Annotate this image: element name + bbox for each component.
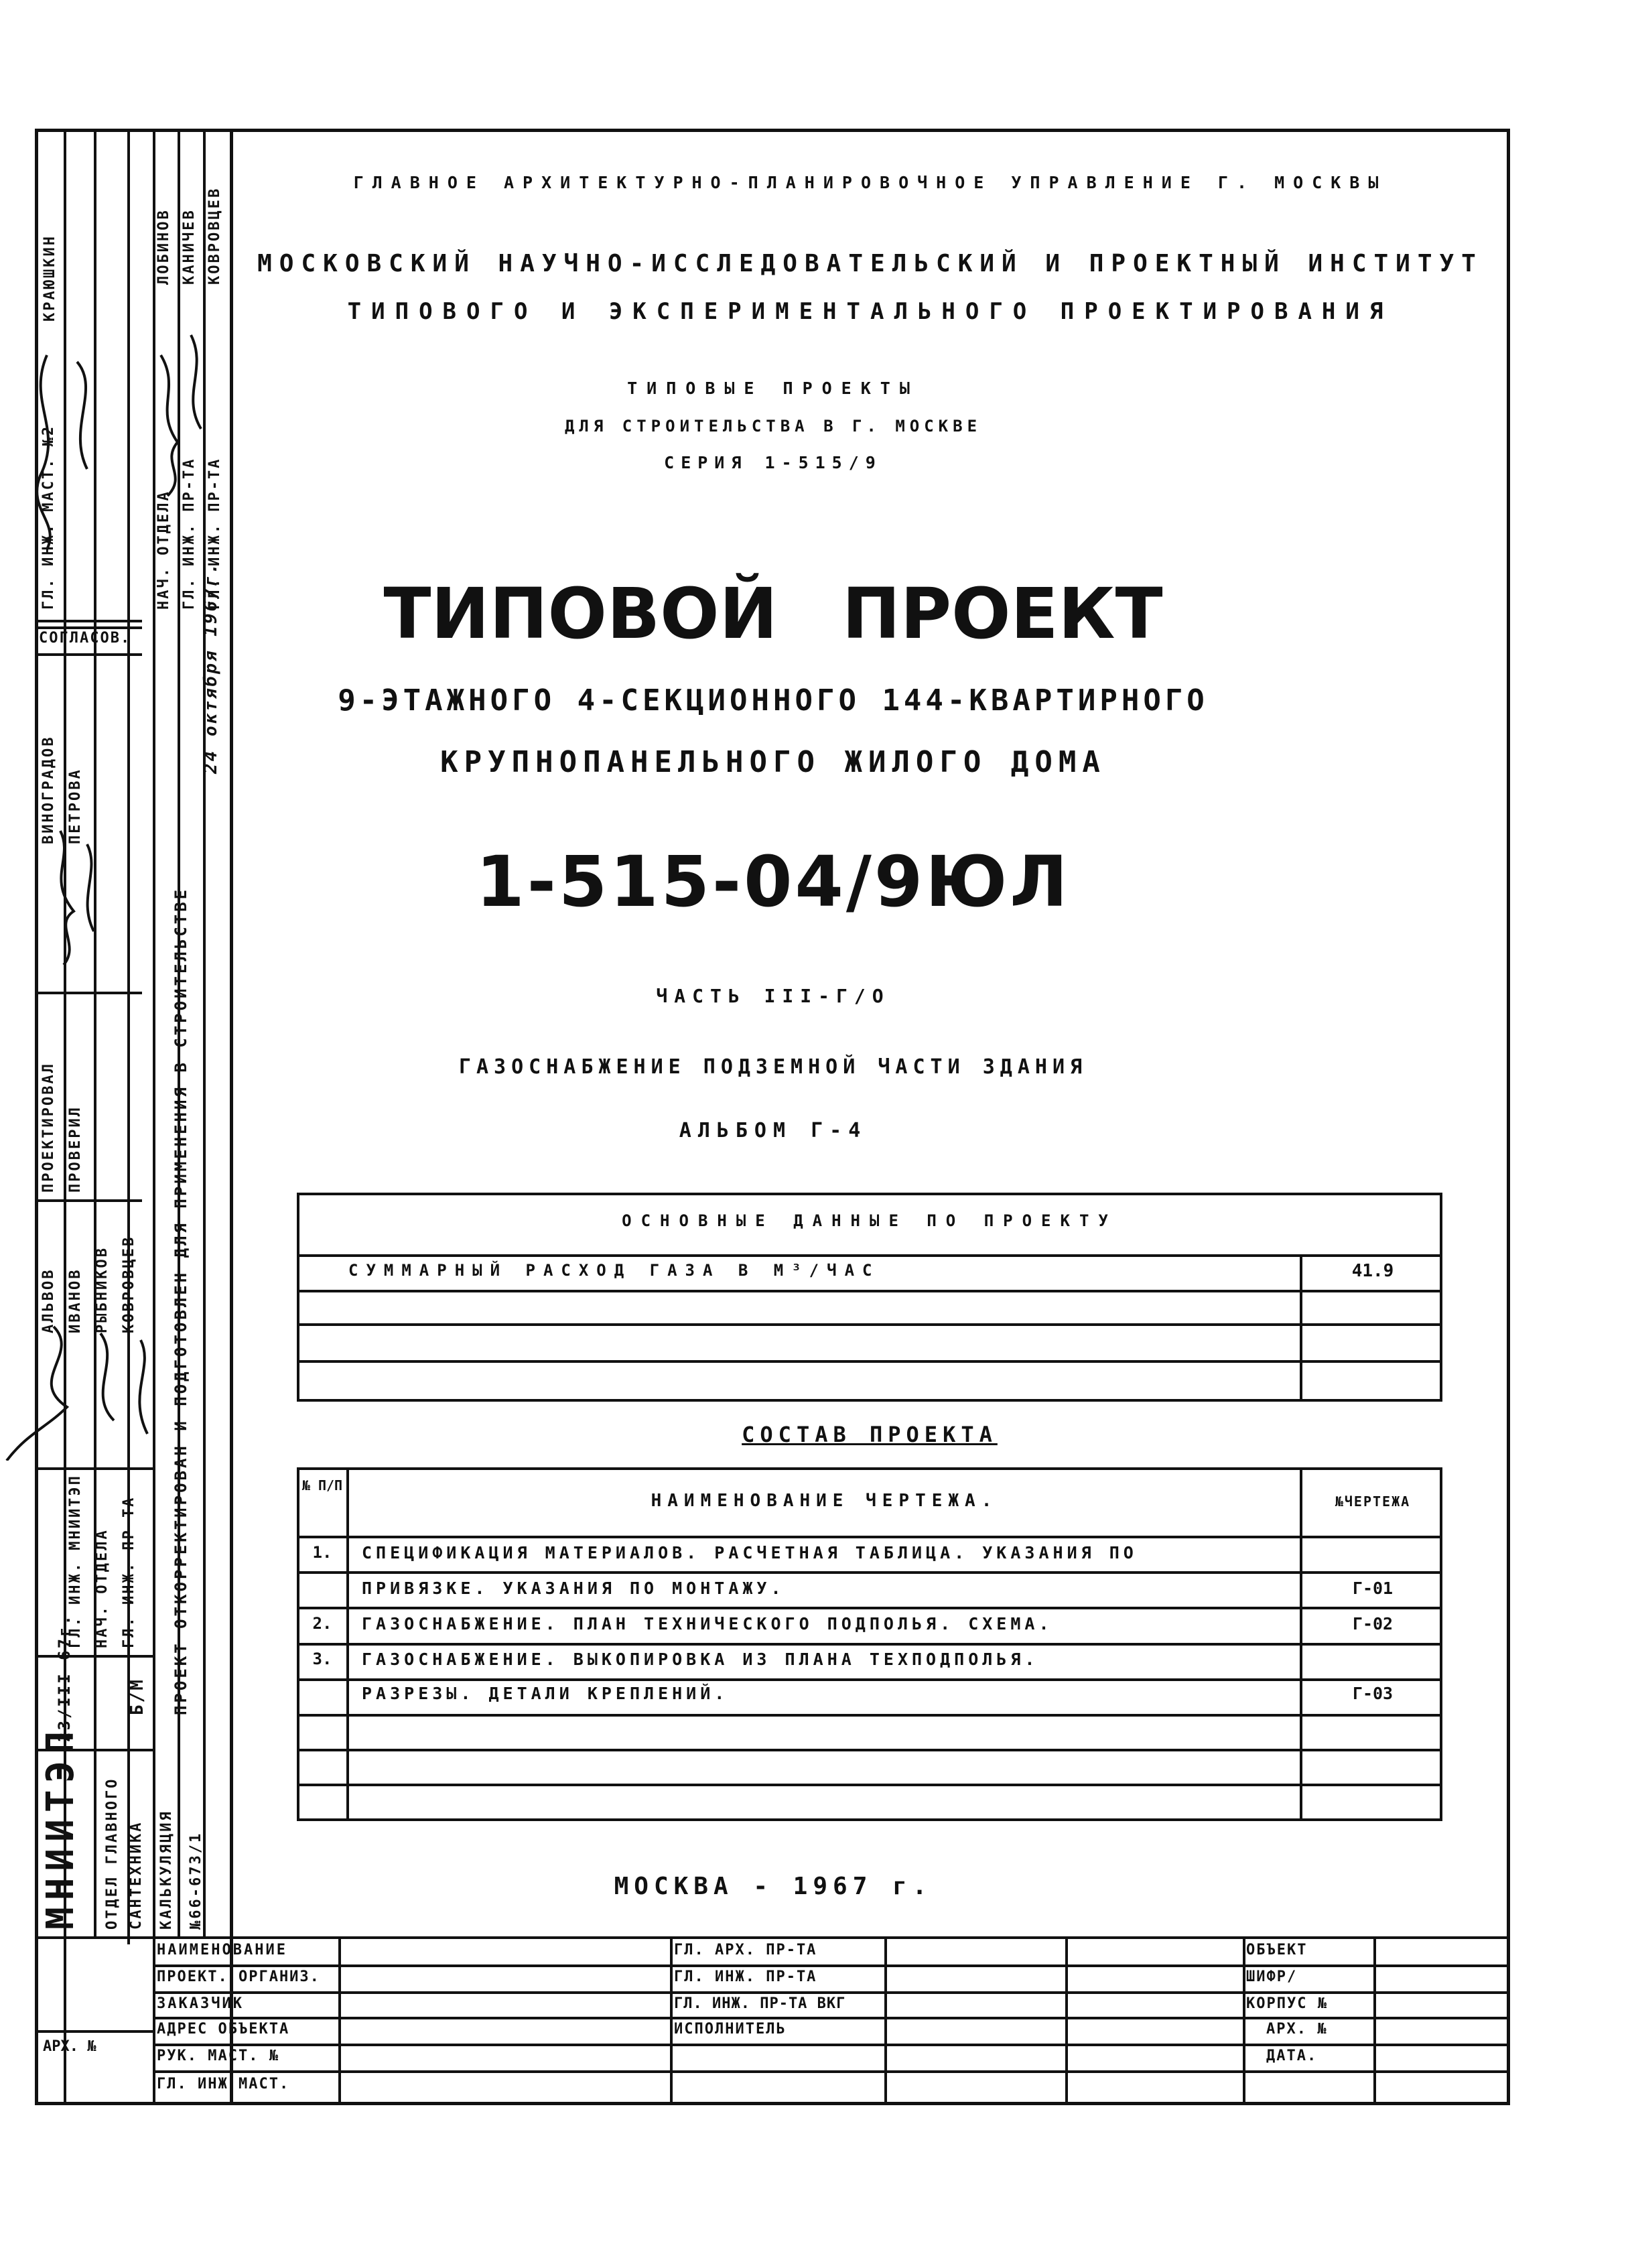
name-vinogradov: ВИНОГРАДОВ	[40, 735, 57, 844]
stamp-gl-inzh-vkg: ГЛ. ИНЖ. ПР-ТА ВКГ	[674, 1995, 846, 2012]
name-kovrovtsev-2: КОВРОВЦЕВ	[121, 1235, 137, 1333]
part-title: ГАЗОСНАБЖЕНИЕ ПОДЗЕМНОЙ ЧАСТИ ЗДАНИЯ	[458, 1055, 1088, 1079]
title-sub-2: КРУПНОПАНЕЛЬНОГО ЖИЛОГО ДОМА	[440, 745, 1106, 779]
role-nach-otdela-2: НАЧ. ОТДЕЛА	[94, 1528, 111, 1648]
gas-consumption-label: СУММАРНЫЙ РАСХОД ГАЗА В М³/ЧАС	[348, 1261, 880, 1280]
col-sheet-header: №ЧЕРТЕЖА	[1335, 1493, 1411, 1510]
org-line: ГЛАВНОЕ АРХИТЕКТУРНО-ПЛАНИРОВОЧНОЕ УПРАВЛЕНИЕ Г. МОСКВЫ	[353, 173, 1387, 192]
agreed-label: СОГЛАСОВ.	[39, 630, 131, 647]
city-year: МОСКВА - 1967 г.	[614, 1873, 933, 1900]
name-krayushkin: КРАЮШКИН	[42, 235, 58, 322]
stamp-gl-arh: ГЛ. АРХ. ПР-ТА	[674, 1942, 817, 1958]
stamp-name: НАИМЕНОВАНИЕ	[157, 1942, 287, 1958]
series-line-2: ДЛЯ СТРОИТЕЛЬСТВА В Г. МОСКВЕ	[564, 417, 982, 436]
role-gl-inzh-pr: ГЛ. ИНЖ. ПР-ТА	[181, 457, 198, 610]
name-kanichev: КАНИЧЕВ	[181, 208, 198, 285]
stamp-korpus: КОРПУС №	[1246, 1995, 1328, 2012]
col-name-header: НАИМЕНОВАНИЕ ЧЕРТЕЖА.	[651, 1491, 998, 1511]
part-label: ЧАСТЬ III-Г/О	[656, 985, 890, 1007]
role-proektiroval: ПРОЕКТИРОВАЛ	[40, 1062, 57, 1193]
stamp-ruk-mast: РУК. МАСТ. №	[157, 2048, 279, 2064]
stamp-object: ОБЪЕКТ	[1246, 1942, 1308, 1958]
stamp-arch: АРХ. №	[1266, 2021, 1328, 2038]
stamp-address: АДРЕС ОБЪЕКТА	[157, 2021, 290, 2038]
bm-label: Б/М	[127, 1678, 147, 1715]
org-big: МНИИТЭП	[39, 1724, 82, 1930]
name-ivanov: ИВАНОВ	[67, 1268, 84, 1333]
name-petrova: ПЕТРОВА	[67, 768, 84, 844]
row-3-sheet: Г-02	[1352, 1614, 1394, 1633]
name-alvov: АЛЬВОВ	[40, 1268, 57, 1333]
gas-consumption-value: 41.9	[1351, 1261, 1394, 1281]
basic-data-header: ОСНОВНЫЕ ДАННЫЕ ПО ПРОЕКТУ	[622, 1211, 1117, 1230]
date-top: 23/III-67г.	[55, 1613, 74, 1742]
main-title: ТИПОВОЙ ПРОЕКТ	[383, 573, 1163, 655]
project-code: 1-515-04/9ЮЛ	[476, 841, 1071, 923]
calc-number: №66-673/1	[188, 1831, 204, 1930]
row-4-num: 3.	[312, 1650, 332, 1668]
row-1-name: СПЕЦИФИКАЦИЯ МАТЕРИАЛОВ. РАСЧЕТНАЯ ТАБЛИЦА. УКАЗАНИЯ ПО	[362, 1543, 1138, 1562]
series-line-1: ТИПОВЫЕ ПРОЕКТЫ	[627, 379, 919, 398]
dept-label: ОТДЕЛ ГЛАВНОГО САНТЕХНИКА	[104, 1777, 145, 1930]
row-5-name: РАЗРЕЗЫ. ДЕТАЛИ КРЕПЛЕНИЙ.	[362, 1684, 729, 1703]
row-2-sheet: Г-01	[1352, 1579, 1394, 1598]
institute-line-2: ТИПОВОГО И ЭКСПЕРИМЕНТАЛЬНОГО ПРОЕКТИРОВАНИЯ	[347, 298, 1394, 325]
role-proveril: ПРОВЕРИЛ	[67, 1106, 84, 1193]
stamp-gl-inzh-mast: ГЛ. ИНЖ МАСТ.	[157, 2076, 290, 2092]
role-gl-inzh-pr-2: ГЛ. ИНЖ. ПР-ТА	[206, 457, 223, 610]
name-lobinov: ЛОБИНОВ	[155, 208, 172, 285]
approval-date: 24 октября 1967г.	[201, 561, 221, 774]
stamp-executor: ИСПОЛНИТЕЛЬ	[674, 2021, 787, 2038]
arch-label-side: АРХ. №	[43, 2038, 96, 2055]
calc-label: КАЛЬКУЛЯЦИЯ	[158, 1810, 175, 1930]
composition-title: СОСТАВ ПРОЕКТА	[742, 1422, 998, 1447]
row-5-sheet: Г-03	[1352, 1684, 1394, 1703]
stamp-gl-inzh: ГЛ. ИНЖ. ПР-ТА	[674, 1969, 817, 1985]
name-kovrovtsev: КОВРОВЦЕВ	[206, 186, 223, 285]
role-gl-inzh-mniitep: ГЛ. ИНЖ. МНИИТЭП	[67, 1474, 84, 1648]
signature-marks	[0, 255, 231, 1461]
col-num-header: № П/П	[301, 1477, 343, 1493]
stamp-proj-org: ПРОЕКТ. ОРГАНИЗ.	[157, 1969, 320, 1985]
role-gl-inzh-mast: ГЛ. ИНЖ. МАСТ. №2	[40, 424, 57, 610]
approval-text: ПРОЕКТ ОТКОРРЕКТИРОВАН И ПОДГОТОВЛЕН ДЛЯ ПРИМЕНЕНИЯ В СТРОИТЕЛЬСТВЕ	[172, 886, 190, 1715]
role-gl-inzh-pr-3: ГЛ. ИНЖ. ПР-ТА	[121, 1495, 137, 1648]
stamp-customer: ЗАКАЗЧИК	[157, 1995, 244, 2012]
row-2-name: ПРИВЯЗКЕ. УКАЗАНИЯ ПО МОНТАЖУ.	[362, 1579, 785, 1598]
stamp-date: ДАТА.	[1266, 2048, 1318, 2064]
role-nach-otdela: НАЧ. ОТДЕЛА	[155, 490, 172, 610]
series-line-3: СЕРИЯ 1-515/9	[664, 453, 882, 472]
institute-line-1: МОСКОВСКИЙ НАУЧНО-ИССЛЕДОВАТЕЛЬСКИЙ И ПРОЕКТНЫЙ ИНСТИТУТ	[257, 250, 1483, 277]
stamp-cipher: ШИФР/	[1246, 1969, 1298, 1985]
row-3-num: 2.	[312, 1614, 332, 1633]
name-rybnikov: РЫБНИКОВ	[94, 1246, 111, 1333]
row-3-name: ГАЗОСНАБЖЕНИЕ. ПЛАН ТЕХНИЧЕСКОГО ПОДПОЛЬЯ. СХЕМА.	[362, 1614, 1053, 1633]
album-label: АЛЬБОМ Г-4	[679, 1119, 868, 1142]
row-4-name: ГАЗОСНАБЖЕНИЕ. ВЫКОПИРОВКА ИЗ ПЛАНА ТЕХПОДПОЛЬЯ.	[362, 1650, 1039, 1669]
title-sub-1: 9-ЭТАЖНОГО 4-СЕКЦИОННОГО 144-КВАРТИРНОГО	[338, 683, 1209, 718]
row-1-num: 1.	[312, 1543, 332, 1562]
